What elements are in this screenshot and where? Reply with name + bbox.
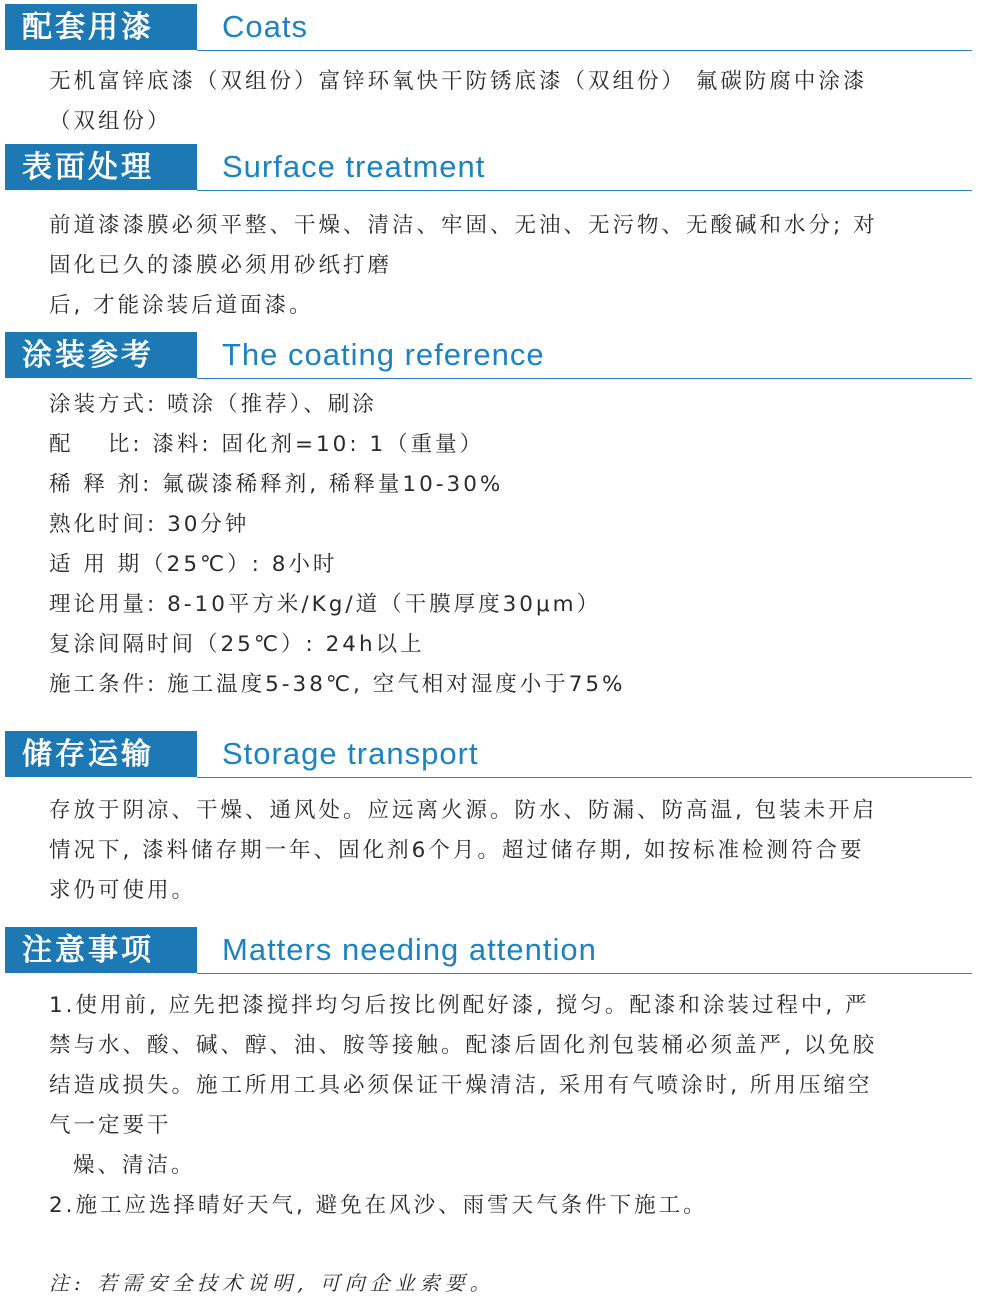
spec-line: 复涂间隔时间（25℃）: 24h以上 — [49, 632, 425, 657]
text-line: 情况下, 漆料储存期一年、固化剂6个月。超过储存期, 如按标准检测符合要 — [49, 838, 865, 863]
section-header — [0, 927, 994, 977]
section-coating-body — [49, 385, 984, 705]
text-line: 后, 才能涂装后道面漆。 — [49, 293, 314, 318]
header-title-cn: 注意事项 — [22, 933, 154, 968]
section-coating-reference — [0, 332, 994, 382]
section-header — [0, 144, 994, 194]
spec-line: 理论用量: 8-10平方米/Kg/道（干膜厚度30μm） — [49, 592, 602, 617]
footnote: 注: 若需安全技术说明, 可向企业索要。 — [49, 1271, 495, 1295]
text-line: 1.使用前, 应先把漆搅拌均匀后按比例配好漆, 搅匀。配漆和涂装过程中, 严 — [49, 993, 870, 1018]
section-header — [0, 731, 994, 781]
spec-line: 涂装方式: 喷涂（推荐）、刷涂 — [49, 392, 377, 417]
section-header — [0, 332, 994, 382]
header-rule — [197, 50, 972, 51]
text-line: 求仍可使用。 — [49, 878, 197, 903]
header-rule — [197, 973, 972, 974]
section-attention — [0, 927, 994, 977]
section-header — [0, 4, 994, 54]
text-line: 固化已久的漆膜必须用砂纸打磨 — [49, 253, 393, 278]
header-title-en: The coating reference — [222, 337, 545, 372]
header-title-en: Storage transport — [222, 736, 479, 771]
spec-line: 适 用 期（25℃）: 8小时 — [49, 552, 338, 577]
text-line: （双组份） — [49, 109, 172, 134]
text-line: 燥、清洁。 — [73, 1153, 196, 1178]
header-title-cn: 表面处理 — [22, 150, 154, 185]
header-rule — [197, 378, 972, 379]
header-title-cn: 储存运输 — [22, 737, 154, 772]
text-line: 结造成损失。施工所用工具必须保证干燥清洁, 采用有气喷涂时, 所用压缩空 — [49, 1073, 873, 1098]
section-coats-body — [49, 62, 984, 142]
text-line: 禁与水、酸、碱、醇、油、胺等接触。配漆后固化剂包装桶必须盖严, 以免胶 — [49, 1033, 878, 1058]
header-rule — [197, 777, 972, 778]
section-coats — [0, 4, 994, 54]
spec-line: 熟化时间: 30分钟 — [49, 512, 250, 537]
header-title-cn: 配套用漆 — [22, 10, 154, 45]
text-line: 无机富锌底漆（双组份）富锌环氧快干防锈底漆（双组份） 氟碳防腐中涂漆 — [49, 69, 868, 94]
header-rule — [197, 190, 972, 191]
text-line: 前道漆漆膜必须平整、干燥、清洁、牢固、无油、无污物、无酸碱和水分; 对 — [49, 213, 878, 238]
header-title-en: Matters needing attention — [222, 932, 597, 967]
section-storage — [0, 731, 994, 781]
section-surface-body — [49, 206, 984, 326]
header-title-cn: 涂装参考 — [22, 338, 154, 373]
text-line: 气一定要干 — [49, 1113, 172, 1138]
text-line: 存放于阴凉、干燥、通风处。应远离火源。防水、防漏、防高温, 包装未开启 — [49, 798, 878, 823]
section-surface — [0, 144, 994, 194]
section-attention-body — [49, 986, 984, 1226]
spec-line: 配 比: 漆料: 固化剂=10: 1（重量） — [49, 432, 485, 457]
header-title-en: Surface treatment — [222, 149, 486, 184]
text-line: 2.施工应选择晴好天气, 避免在风沙、雨雪天气条件下施工。 — [49, 1193, 708, 1218]
spec-line: 稀 释 剂: 氟碳漆稀释剂, 稀释量10-30% — [49, 472, 504, 497]
header-title-en: Coats — [222, 9, 308, 44]
section-storage-body — [49, 791, 984, 911]
spec-line: 施工条件: 施工温度5-38℃, 空气相对湿度小于75% — [49, 672, 626, 697]
